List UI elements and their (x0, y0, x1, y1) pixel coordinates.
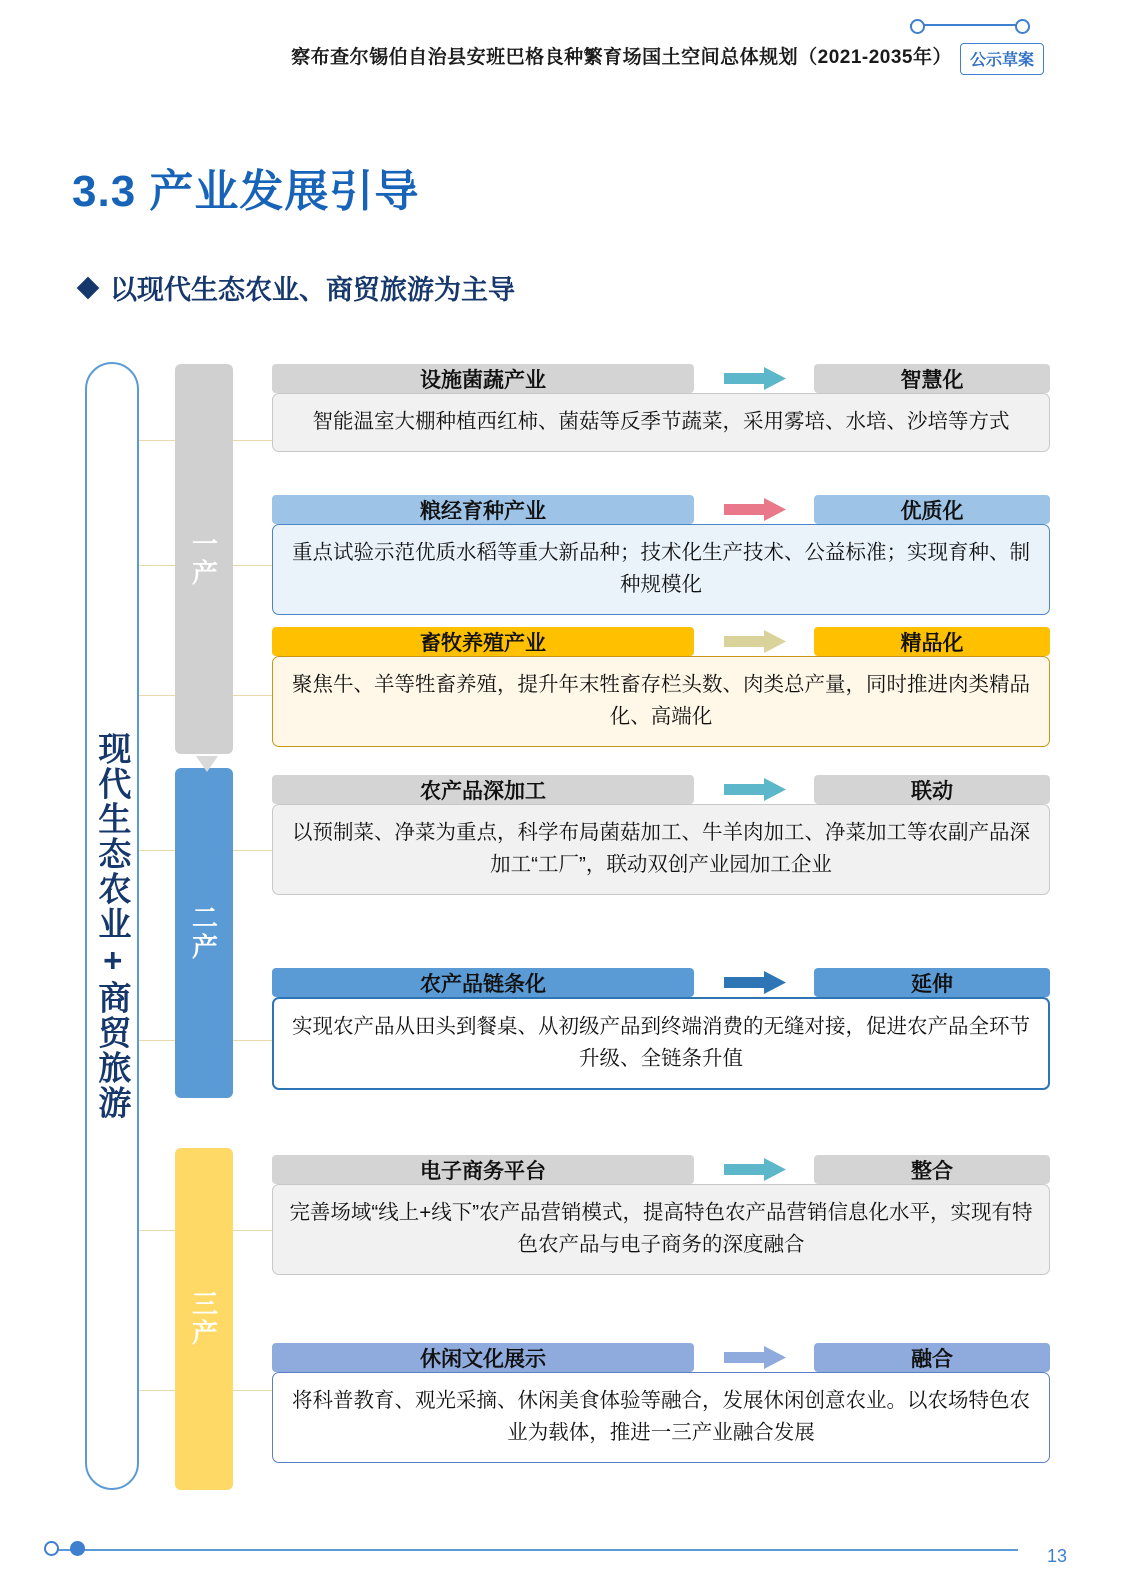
main-axis-label: 现代生态农业+商贸旅游 (94, 731, 132, 1121)
subsection-heading (80, 268, 515, 307)
industry-keyword: 延伸 (814, 968, 1050, 997)
arrow-right-icon (724, 1158, 786, 1181)
industry-title: 农产品链条化 (272, 968, 694, 997)
industry-description: 重点试验示范优质水稻等重大新品种；技术化生产技术、公益标准；实现育种、制种规模化 (272, 524, 1050, 615)
section-title: 3.3 产业发展引导 (72, 167, 420, 216)
industry-development-diagram (0, 350, 1122, 1500)
arrow-right-icon (724, 778, 786, 801)
industry-keyword: 优质化 (814, 495, 1050, 524)
industry-description: 智能温室大棚种植西红柿、菌菇等反季节蔬菜，采用雾培、水培、沙培等方式 (272, 393, 1050, 452)
sector-label: 一产 (188, 530, 219, 588)
arrow-right-icon (724, 971, 786, 994)
sector-bar-primary (175, 364, 233, 754)
industry-description: 实现农产品从田头到餐桌、从初级产品到终端消费的无缝对接，促进农产品全环节升级、全链条升值 (272, 997, 1050, 1090)
industry-keyword: 联动 (814, 775, 1050, 804)
header-decoration-line (910, 24, 1028, 26)
sector-label: 二产 (188, 904, 219, 962)
sector-bar-tertiary (175, 1148, 233, 1490)
industry-description: 将科普教育、观光采摘、休闲美食体验等融合，发展休闲创意农业。以农场特色农业为载体，推进一三产业融合发展 (272, 1372, 1050, 1463)
arrow-right-icon (724, 367, 786, 390)
industry-title: 农产品深加工 (272, 775, 694, 804)
arrow-right-icon (724, 498, 786, 521)
footer-decoration-dot (70, 1541, 85, 1556)
header-decoration (910, 18, 1030, 32)
arrow-right-icon (724, 630, 786, 653)
footer-decoration-dot (44, 1541, 59, 1556)
page-number: 13 (1046, 1546, 1067, 1566)
document-title: 察布查尔锡伯自治县安班巴格良种繁育场国土空间总体规划（2021-2035年） (291, 47, 952, 68)
industry-title: 休闲文化展示 (272, 1343, 694, 1372)
sector-label: 三产 (188, 1290, 219, 1348)
industry-title: 畜牧养殖产业 (272, 627, 694, 656)
industry-description: 完善场域“线上+线下”农产品营销模式，提高特色农产品营销信息化水平，实现有特色农产品与电子商务的深度融合 (272, 1184, 1050, 1275)
arrow-right-icon (724, 1346, 786, 1369)
industry-keyword: 融合 (814, 1343, 1050, 1372)
industry-description: 聚焦牛、羊等牲畜养殖，提升年末牲畜存栏头数、肉类总产量，同时推进肉类精品化、高端化 (272, 656, 1050, 747)
industry-title: 粮经育种产业 (272, 495, 694, 524)
draft-badge: 公示草案 (960, 43, 1044, 75)
down-arrow-icon (196, 756, 218, 772)
page-header (0, 0, 1122, 92)
diamond-bullet-icon (77, 276, 100, 299)
subsection-title: 以现代生态农业、商贸旅游为主导 (110, 275, 515, 305)
page-footer (0, 1507, 1122, 1587)
header-decoration-dot (1015, 19, 1030, 34)
industry-keyword: 智慧化 (814, 364, 1050, 393)
industry-keyword: 精品化 (814, 627, 1050, 656)
main-axis-bar (85, 362, 139, 1490)
industry-description: 以预制菜、净菜为重点，科学布局菌菇加工、牛羊肉加工、净菜加工等农副产品深加工“工厂”，联动双创产业园加工企业 (272, 804, 1050, 895)
header-decoration-dot (910, 19, 925, 34)
industry-title: 设施菌蔬产业 (272, 364, 694, 393)
industry-keyword: 整合 (814, 1155, 1050, 1184)
footer-decoration-line (48, 1549, 1018, 1551)
industry-title: 电子商务平台 (272, 1155, 694, 1184)
sector-bar-secondary (175, 768, 233, 1098)
